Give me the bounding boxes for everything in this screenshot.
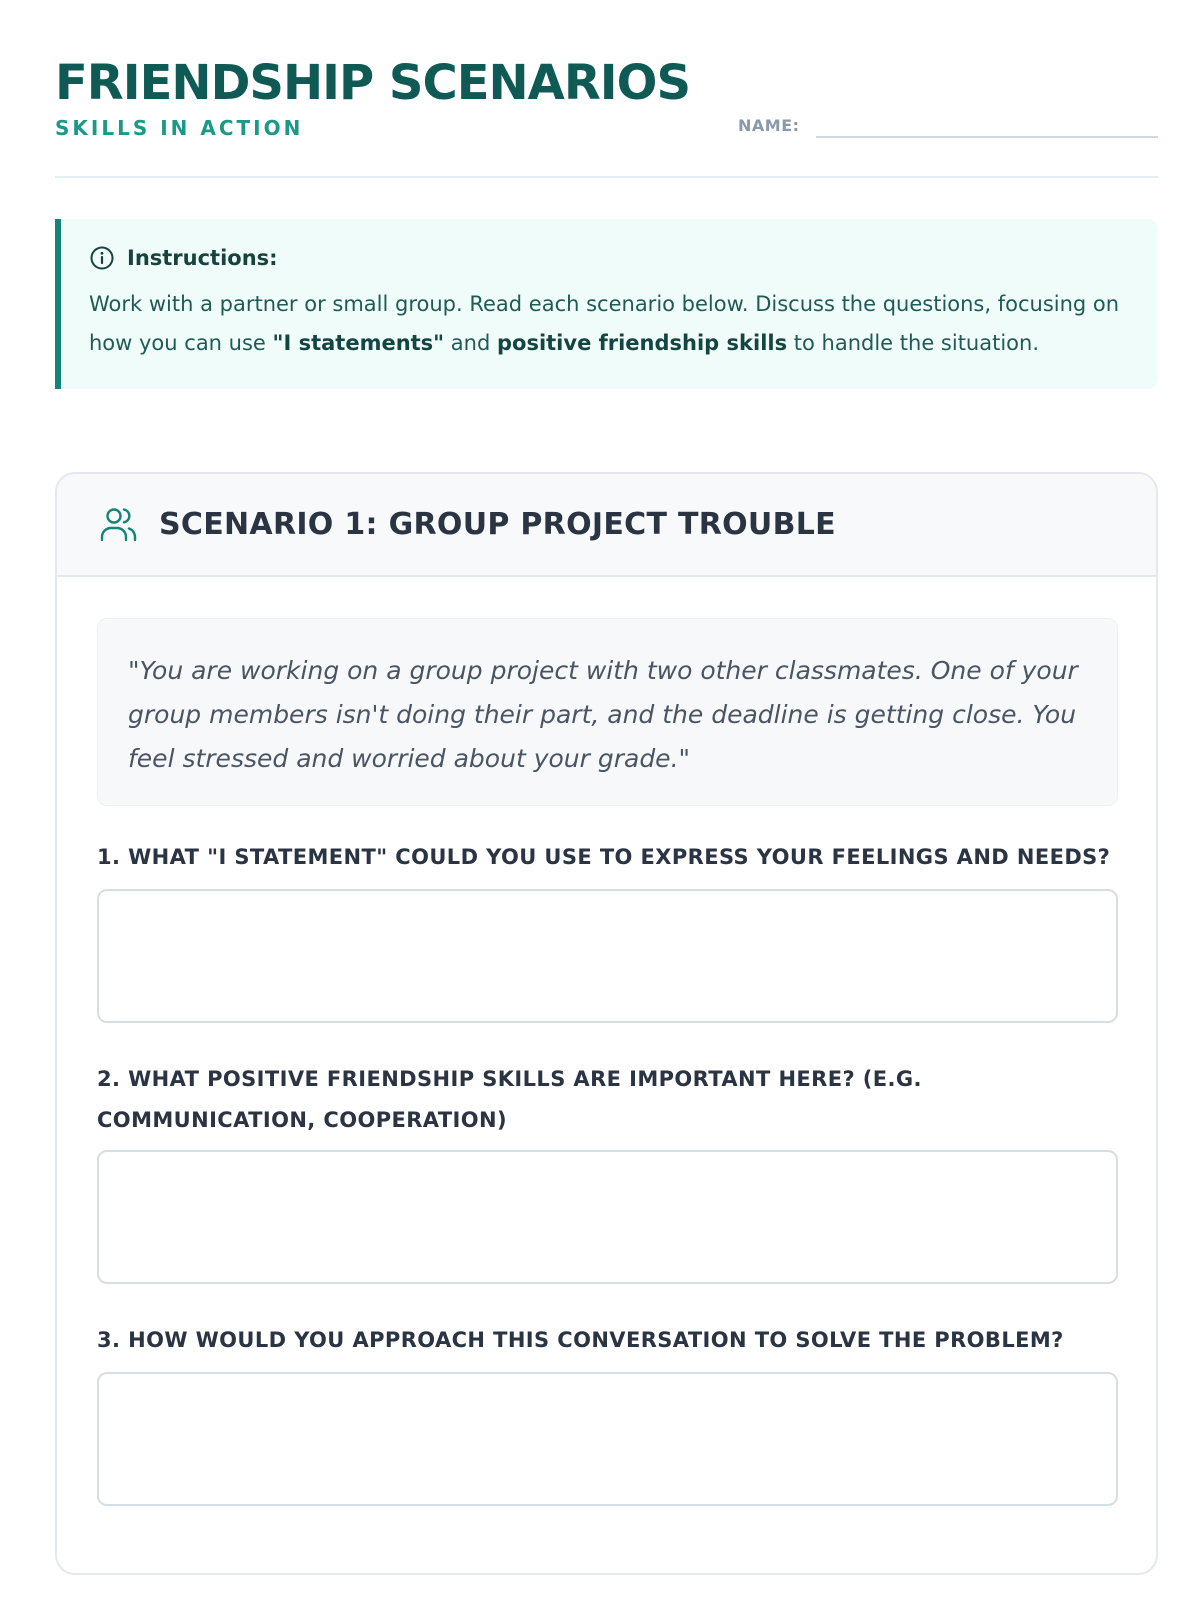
name-label: NAME: — [738, 116, 800, 135]
scenario-description-box — [97, 618, 1118, 806]
question-1-answer[interactable] — [97, 889, 1118, 1023]
instructions-bold-i-statements: "I statements" — [272, 331, 445, 355]
instructions-bold-friendship-skills: positive friendship skills — [496, 331, 788, 355]
question-3-label: 3. HOW WOULD YOU APPROACH THIS CONVERSATION TO SOLVE THE PROBLEM? — [97, 1328, 1064, 1352]
page-subtitle: SKILLS IN ACTION — [55, 116, 304, 140]
name-field[interactable] — [816, 136, 1158, 138]
instructions-text — [89, 285, 1129, 363]
worksheet-header — [55, 52, 1158, 178]
question-3-answer[interactable] — [97, 1372, 1118, 1506]
instructions-header — [89, 245, 1130, 271]
scenario-description: "You are working on a group project with two other classmates. One of your group members isn't doing their part, and the deadline is getting close. You feel stressed and worried about your grade." — [128, 656, 1078, 773]
name-field-group — [738, 116, 1158, 146]
page-title: FRIENDSHIP SCENARIOS — [55, 55, 691, 111]
scenario-card-header — [57, 474, 1156, 577]
instructions-text-start: Work with a partner or small group. Read each scenario below. Discuss the questions, focusing on how you can use — [89, 292, 1120, 355]
scenario-card — [55, 472, 1158, 1575]
instructions-callout — [55, 219, 1158, 389]
question-2-label: 2. WHAT POSITIVE FRIENDSHIP SKILLS ARE IMPORTANT HERE? (E.G. COMMUNICATION, COOPERATION) — [97, 1067, 922, 1132]
info-icon — [89, 245, 115, 271]
scenario-title: SCENARIO 1: GROUP PROJECT TROUBLE — [159, 507, 836, 542]
instructions-text-middle: and — [444, 331, 497, 355]
question-2-answer[interactable] — [97, 1150, 1118, 1284]
people-icon — [97, 504, 139, 546]
instructions-title: Instructions: — [127, 246, 278, 270]
instructions-text-end: to handle the situation. — [787, 331, 1040, 355]
question-1-label: 1. WHAT "I STATEMENT" COULD YOU USE TO EXPRESS YOUR FEELINGS AND NEEDS? — [97, 845, 1111, 869]
